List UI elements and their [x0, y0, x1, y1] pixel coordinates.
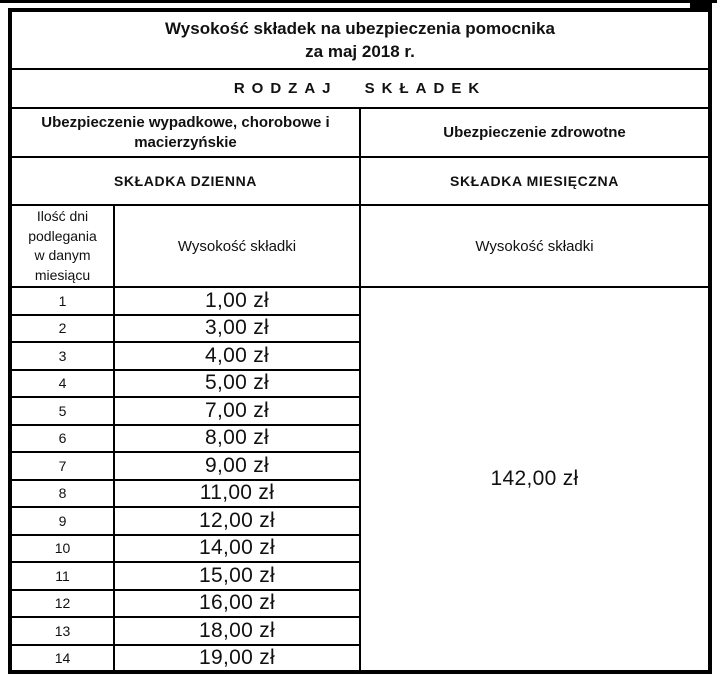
day-count-cell: 10 — [10, 535, 114, 563]
daily-amount-cell: 19,00 zł — [114, 645, 360, 673]
daily-amount-cell: 7,00 zł — [114, 397, 360, 425]
table-row — [10, 287, 710, 315]
days-header-line-4: miesiącu — [34, 266, 91, 283]
daily-contribution-label: SKŁADKA DZIENNA — [10, 157, 360, 205]
daily-amount-cell: 9,00 zł — [114, 452, 360, 480]
scan-artifact-top-line — [0, 0, 717, 3]
daily-amount-cell: 11,00 zł — [114, 480, 360, 508]
day-count-cell: 14 — [10, 645, 114, 673]
days-column-header — [10, 205, 114, 287]
daily-amount-column-header: Wysokość składki — [114, 205, 360, 287]
day-count-cell: 11 — [10, 562, 114, 590]
day-count-cell: 2 — [10, 315, 114, 343]
day-count-cell: 1 — [10, 287, 114, 315]
day-count-cell: 4 — [10, 370, 114, 398]
right-insurance-type: Ubezpieczenie zdrowotne — [360, 108, 710, 157]
monthly-amount-cell: 142,00 zł — [360, 287, 710, 672]
title-line-1: Wysokość składek na ubezpieczenia pomocnika — [165, 19, 555, 38]
contribution-type-row — [10, 157, 710, 205]
left-insurance-type-line-1: Ubezpieczenie wypadkowe, chorobowe i — [41, 113, 330, 131]
days-header-line-2: podlegania — [28, 227, 97, 244]
table-title — [10, 10, 710, 69]
daily-amount-cell: 16,00 zł — [114, 590, 360, 618]
day-count-cell: 9 — [10, 507, 114, 535]
monthly-amount-column-header: Wysokość składki — [360, 205, 710, 287]
daily-amount-cell: 12,00 zł — [114, 507, 360, 535]
day-count-cell: 12 — [10, 590, 114, 618]
day-count-cell: 5 — [10, 397, 114, 425]
section-header: RODZAJ SKŁADEK — [10, 69, 710, 108]
insurance-type-row — [10, 108, 710, 157]
day-count-cell: 3 — [10, 342, 114, 370]
daily-amount-cell: 1,00 zł — [114, 287, 360, 315]
title-line-2: za maj 2018 r. — [305, 42, 415, 61]
section-header-row — [10, 69, 710, 108]
column-header-row — [10, 205, 710, 287]
days-header-line-3: w danym — [34, 247, 91, 263]
days-header-line-1: Ilość dni — [36, 208, 89, 224]
day-count-cell: 13 — [10, 617, 114, 645]
left-insurance-type — [10, 108, 360, 157]
header-section — [10, 10, 710, 287]
day-count-cell: 7 — [10, 452, 114, 480]
day-count-cell: 6 — [10, 425, 114, 453]
contributions-table — [8, 8, 712, 674]
monthly-contribution-label: SKŁADKA MIESIĘCZNA — [360, 157, 710, 205]
daily-amount-cell: 14,00 zł — [114, 535, 360, 563]
daily-amount-cell: 8,00 zł — [114, 425, 360, 453]
left-insurance-type-line-2: macierzyńskie — [134, 133, 237, 151]
daily-amount-cell: 15,00 zł — [114, 562, 360, 590]
day-count-cell: 8 — [10, 480, 114, 508]
daily-amount-cell: 4,00 zł — [114, 342, 360, 370]
daily-amount-cell: 3,00 zł — [114, 315, 360, 343]
contribution-rows — [10, 287, 710, 672]
daily-amount-cell: 18,00 zł — [114, 617, 360, 645]
daily-amount-cell: 5,00 zł — [114, 370, 360, 398]
title-row — [10, 10, 710, 69]
